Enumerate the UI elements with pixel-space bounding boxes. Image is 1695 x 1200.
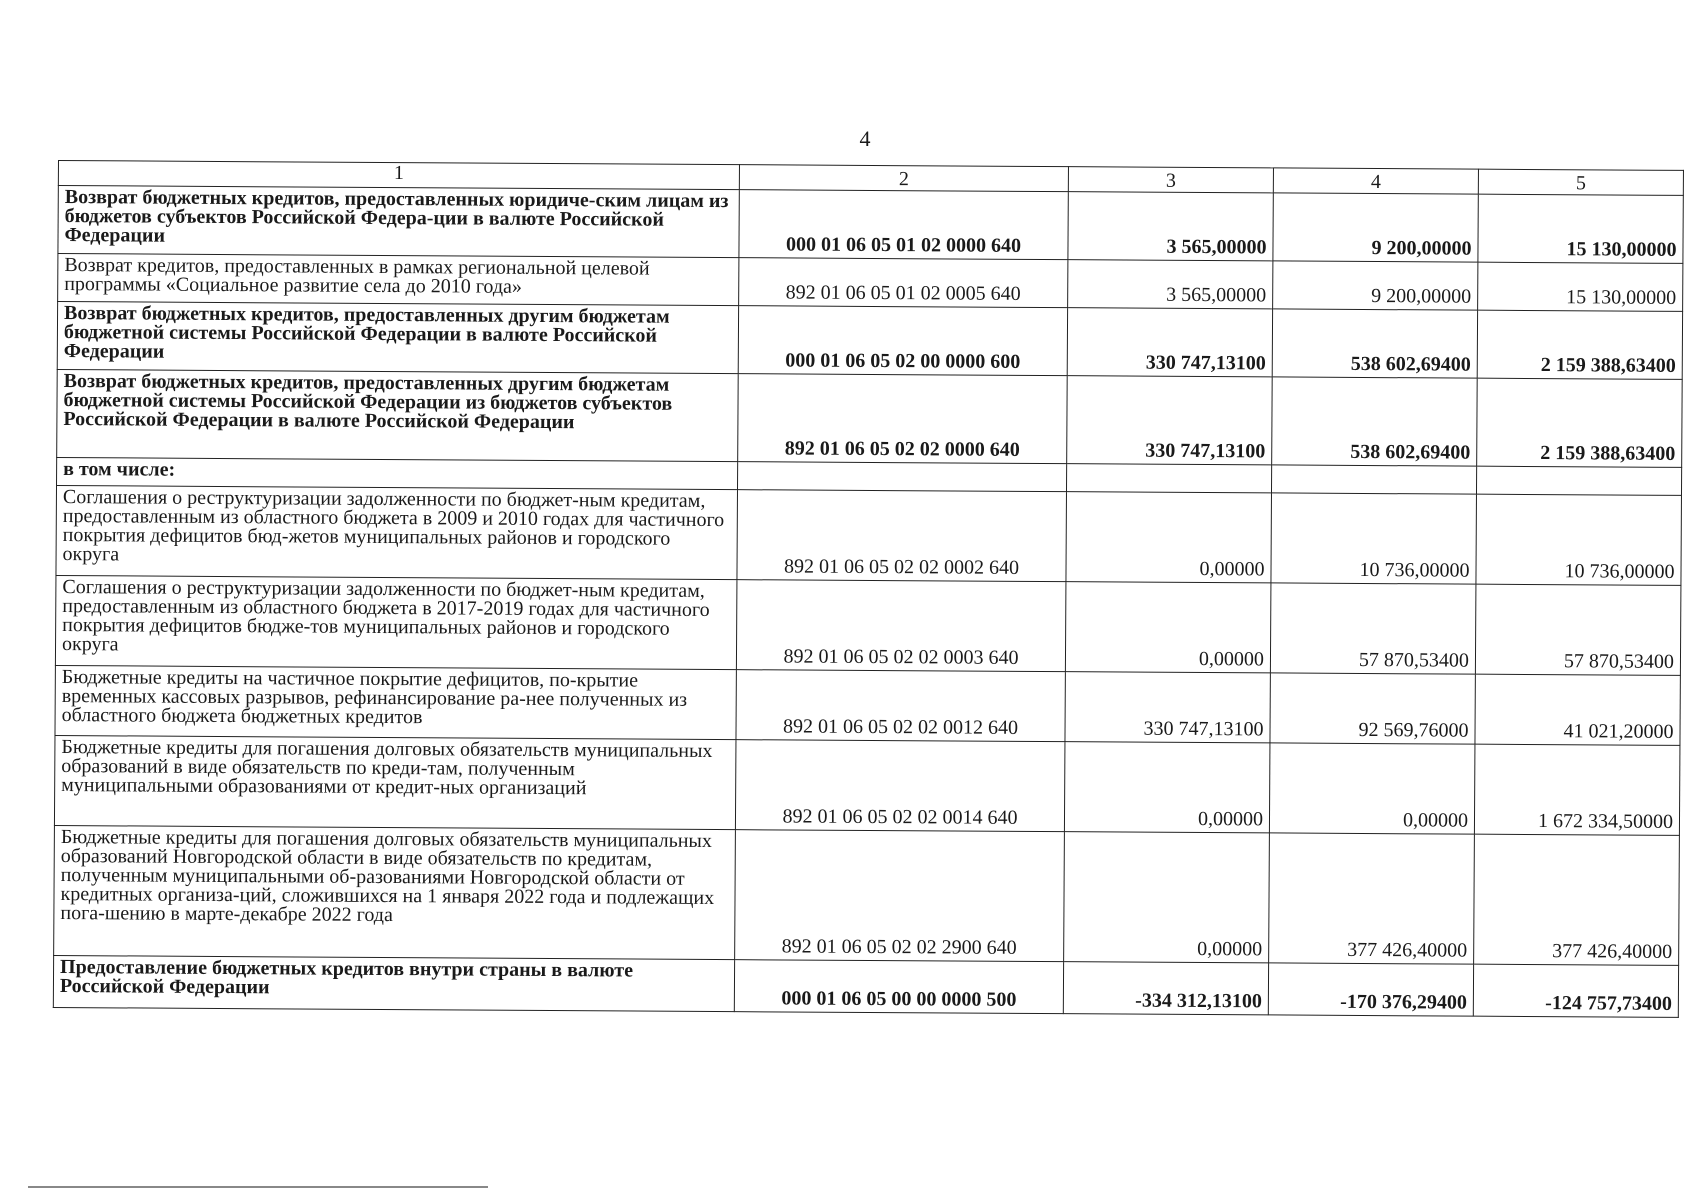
row-value-col5: 1 672 334,50000 xyxy=(1474,744,1680,835)
row-value-col3: -334 312,13100 xyxy=(1063,962,1268,1015)
row-description: Возврат бюджетных кредитов, предоставленных другим бюджетам бюджетной системы Российской Федерации из бюджетов субъектов Российской Федерации в валюте Российской Федерации xyxy=(57,369,739,461)
row-value-col5: 2 159 388,63400 xyxy=(1477,378,1683,467)
table-row xyxy=(57,369,1683,467)
column-header: 5 xyxy=(1478,169,1683,195)
row-value-col4: 377 426,40000 xyxy=(1269,833,1475,964)
row-value-col5: 377 426,40000 xyxy=(1474,834,1680,965)
table-row xyxy=(55,665,1680,745)
row-value-col4 xyxy=(1271,465,1476,494)
budget-table xyxy=(53,160,1684,1018)
row-description: Бюджетные кредиты на частичное покрытие дефицитов, по-крытие временных кассовых разрывов, рефинансирование ра-нее полученных из областного бюджета бюджетных кредитов xyxy=(55,665,736,739)
row-code: 892 01 06 05 02 02 0003 640 xyxy=(736,580,1066,672)
row-code: 892 01 06 05 02 02 0002 640 xyxy=(737,490,1067,582)
row-value-col5: 15 130,00000 xyxy=(1478,262,1683,311)
row-description: Возврат бюджетных кредитов, предоставленных другим бюджетам бюджетной системы Российской Федерации в валюте Российской Федерации xyxy=(57,302,738,374)
row-description: в том числе: xyxy=(57,457,738,489)
table-row xyxy=(55,575,1681,675)
row-value-col3: 330 747,13100 xyxy=(1065,672,1270,743)
row-value-col5: 10 736,00000 xyxy=(1476,494,1682,585)
row-description: Возврат кредитов, предоставленных в рамках региональной целевой программы «Социальное развитие села до 2010 года» xyxy=(58,254,739,306)
row-value-col4: 538 602,69400 xyxy=(1272,377,1478,466)
row-description: Соглашения о реструктуризации задолженности по бюджет-ным кредитам, предоставленным из областного бюджета в 2009 и 2010 годах для частичного покрытия дефицитов бюд-жетов муниципальных районов и городского округа xyxy=(56,485,738,579)
table-body xyxy=(53,186,1683,1018)
row-value-col3 xyxy=(1066,464,1271,493)
page-number: 4 xyxy=(859,126,871,151)
column-header: 2 xyxy=(739,165,1068,192)
row-value-col4: 9 200,00000 xyxy=(1273,193,1478,262)
row-value-col5: 41 021,20000 xyxy=(1475,674,1680,745)
row-value-col5: 57 870,53400 xyxy=(1475,584,1681,675)
row-value-col3: 3 565,00000 xyxy=(1068,260,1273,309)
row-code: 892 01 06 05 02 02 2900 640 xyxy=(735,830,1065,962)
row-value-col4: 9 200,00000 xyxy=(1273,261,1478,310)
row-value-col4: 10 736,00000 xyxy=(1271,493,1477,584)
row-description: Бюджетные кредиты для погашения долговых обязательств муниципальных образований Новгородской области в виде обязательств по кредитам, полученным муниципальными об-разованиями Новгородской области от кредитных организа-ций, сложившихся на 1 января 2022 года и подлежащих пога-шению в марте-декабре 2022 года xyxy=(54,825,736,959)
column-header: 4 xyxy=(1273,168,1478,194)
row-value-col5: -124 757,73400 xyxy=(1473,964,1678,1017)
table-row xyxy=(58,186,1683,264)
row-value-col3: 0,00000 xyxy=(1065,582,1271,673)
table-row xyxy=(56,485,1682,585)
row-value-col5: 15 130,00000 xyxy=(1478,194,1683,263)
row-code: 892 01 06 05 02 02 0000 640 xyxy=(738,374,1068,464)
table-row xyxy=(54,735,1680,835)
footer-rule xyxy=(28,1186,488,1188)
row-value-col3: 0,00000 xyxy=(1066,492,1272,583)
row-value-col4: 538 602,69400 xyxy=(1272,309,1477,378)
column-header: 3 xyxy=(1068,167,1273,193)
row-value-col3: 330 747,13100 xyxy=(1067,376,1273,465)
row-value-col5 xyxy=(1476,466,1681,495)
row-value-col5: 2 159 388,63400 xyxy=(1477,310,1682,379)
row-code xyxy=(737,462,1066,492)
row-value-col3: 330 747,13100 xyxy=(1067,308,1272,377)
row-value-col4: 92 569,76000 xyxy=(1270,673,1475,744)
row-value-col4: 0,00000 xyxy=(1269,743,1475,834)
row-value-col4: -170 376,29400 xyxy=(1268,963,1473,1016)
table-row xyxy=(57,302,1682,380)
row-value-col3: 0,00000 xyxy=(1064,832,1270,963)
row-description: Соглашения о реструктуризации задолженности по бюджет-ным кредитам, предоставленным из областного бюджета в 2017-2019 годах для частичного покрытия дефицитов бюдже-тов муниципальных районов и городского округа xyxy=(55,575,737,669)
row-value-col3: 3 565,00000 xyxy=(1068,192,1273,261)
row-description: Предоставление бюджетных кредитов внутри страны в валюте Российской Федерации xyxy=(53,955,734,1011)
row-code: 892 01 06 05 02 02 0014 640 xyxy=(735,740,1065,832)
row-description: Бюджетные кредиты для погашения долговых обязательств муниципальных образований в виде обязательств по креди-там, полученным муниципальными образованиями от кредит-ных организаций xyxy=(54,735,736,829)
table-row xyxy=(54,825,1680,965)
row-value-col4: 57 870,53400 xyxy=(1270,583,1476,674)
row-code: 000 01 06 05 02 00 0000 600 xyxy=(738,306,1067,376)
row-value-col3: 0,00000 xyxy=(1064,742,1270,833)
row-description: Возврат бюджетных кредитов, предоставленных юридиче-ским лицам из бюджетов субъектов Российской Федера-ции в валюте Российской Федерации xyxy=(58,186,739,258)
row-code: 892 01 06 05 02 02 0012 640 xyxy=(736,670,1065,742)
row-code: 000 01 06 05 00 00 0000 500 xyxy=(734,960,1063,1014)
row-code: 000 01 06 05 01 02 0000 640 xyxy=(739,190,1068,260)
row-code: 892 01 06 05 01 02 0005 640 xyxy=(739,258,1068,308)
table-row xyxy=(53,955,1678,1017)
column-header: 1 xyxy=(58,161,739,190)
